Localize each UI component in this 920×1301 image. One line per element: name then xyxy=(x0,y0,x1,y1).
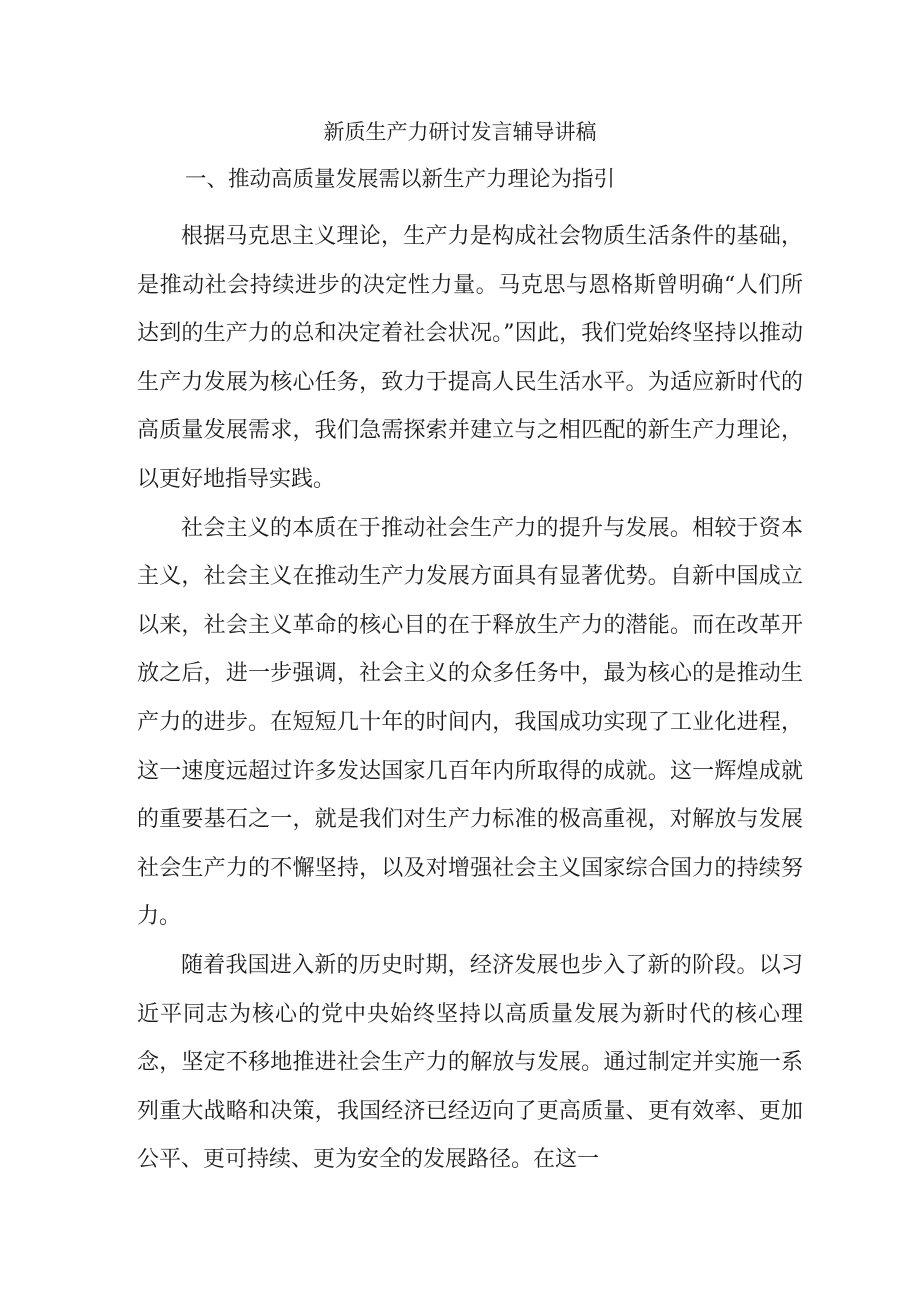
document-title: 新质生产力研讨发言辅导讲稿 xyxy=(323,120,597,144)
section-heading: 一、推动高质量发展需以新生产力理论为指引 xyxy=(185,167,616,192)
paragraph-3: 随着我国进入新的历史时期，经济发展也步入了新的阶段。以习近平同志为核心的党中央始终坚持以高质量发展为新时代的核心理念，坚定不移地推进社会生产力的解放与发展。通过制定并实施一系列重大战略和决策，我国经济已经迈向了更高质量、更有效率、更加公平、更可持续、更为安全的发展路径。在这一 xyxy=(137,952,803,1173)
paragraph-1: 根据马克思主义理论，生产力是构成社会物质生活条件的基础，是推动社会持续进步的决定性力量。马克思与恩格斯曾明确“人们所达到的生产力的总和决定着社会状况。”因此，我们党始终坚持以推动生产力发展为核心任务，致力于提高人民生活水平。为适应新时代的高质量发展需求，我们急需探索并建立与之相匹配的新生产力理论，以更好地指导实践。 xyxy=(137,224,803,492)
paragraph-2: 社会主义的本质在于推动社会生产力的提升与发展。相较于资本主义，社会主义在推动生产力发展方面具有显著优势。自新中国成立以来，社会主义革命的核心目的在于释放生产力的潜能。而在改革开放之后，进一步强调，社会主义的众多任务中，最为核心的是推动生产力的进步。在短短几十年的时间内，我国成功实现了工业化进程，这一速度远超过许多发达国家几百年内所取得的成就。这一辉煌成就的重要基石之一，就是我们对生产力标准的极高重视，对解放与发展社会生产力的不懈坚持，以及对增强社会主义国家综合国力的持续努力。 xyxy=(137,515,803,930)
document-body xyxy=(137,213,803,1185)
